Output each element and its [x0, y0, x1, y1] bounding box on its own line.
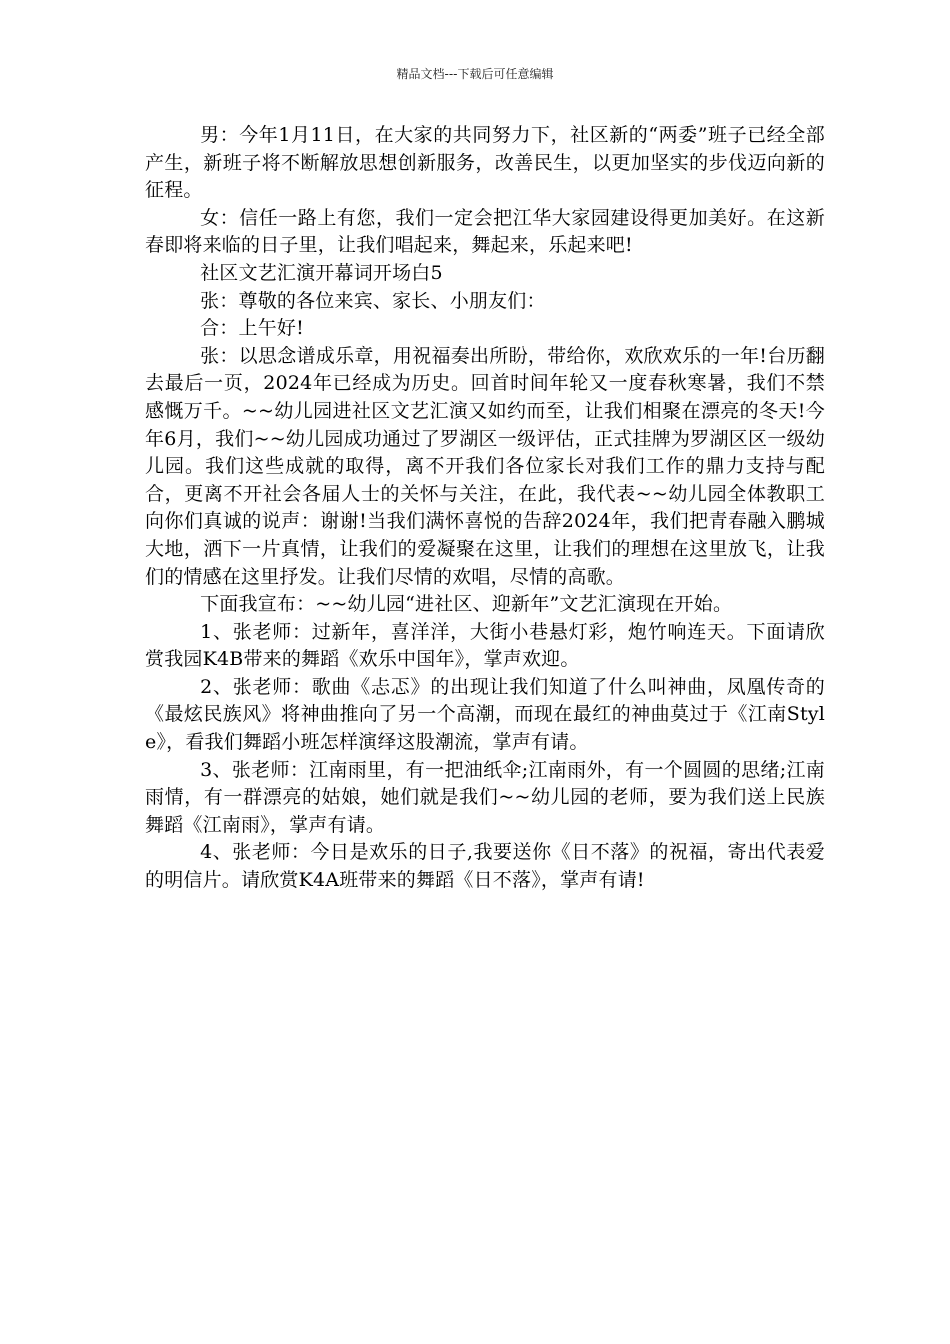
- paragraph-opening-speech: 张：以思念谱成乐章，用祝福奏出所盼，带给你，欢欣欢乐的一年!台历翻去最后一页，2024年已经成为历史。回首时间年轮又一度春秋寒暑，我们不禁感慨万千。~~幼儿园进社区文艺汇演又如约而至，让我们相聚在漂亮的冬天!今年6月，我们~~幼儿园成功通过了罗湖区一级评估，正式挂牌为罗湖区区一级幼儿园。我们这些成就的取得，离不开我们各位家长对我们工作的鼎力支持与配合，更离不开社会各届人士的关怀与关注，在此，我代表~~幼儿园全体教职工向你们真诚的说声：谢谢!当我们满怀喜悦的告辞2024年，我们把青春融入鹏城大地，洒下一片真情，让我们的爱凝聚在这里，让我们的理想在这里放飞，让我们的情感在这里抒发。让我们尽情的欢唱，尽情的高歌。: [145, 344, 825, 588]
- program-item-3: 3、张老师：江南雨里，有一把油纸伞;江南雨外，有一个圆圆的思绪;江南雨情，有一群漂亮的姑娘，她们就是我们~~幼儿园的老师，要为我们送上民族舞蹈《江南雨》，掌声有请。: [145, 758, 825, 836]
- program-item-1: 1、张老师：过新年，喜洋洋，大街小巷悬灯彩，炮竹响连天。下面请欣赏我园K4B带来的舞蹈《欢乐中国年》，掌声欢迎。: [145, 620, 825, 671]
- program-item-2: 2、张老师：歌曲《忐忑》的出现让我们知道了什么叫神曲，凤凰传奇的《最炫民族风》将神曲推向了另一个高潮，而现在最红的神曲莫过于《江南Style》，看我们舞蹈小班怎样演绎这股潮流，掌声有请。: [145, 675, 825, 754]
- paragraph-male-speech: 男：今年1月11日，在大家的共同努力下，社区新的“两委”班子已经全部产生，新班子将不断解放思想创新服务，改善民生，以更加坚实的步伐迈向新的征程。: [145, 124, 825, 202]
- page-header: 精品文档---下载后可任意编辑: [396, 67, 554, 81]
- paragraph-greeting: 张：尊敬的各位来宾、家长、小朋友们：: [200, 289, 546, 312]
- document-body: [145, 122, 825, 895]
- paragraph-female-speech: 女：信任一路上有您，我们一定会把江华大家园建设得更加美好。在这新春即将来临的日子里，让我们唱起来，舞起来，乐起来吧!: [145, 206, 825, 257]
- section-title: 社区文艺汇演开幕词开场白5: [200, 261, 443, 284]
- program-item-4: 4、张老师：今日是欢乐的日子,我要送你《日不落》的祝福，寄出代表爱的明信片。请欣赏K4A班带来的舞蹈《日不落》，掌声有请!: [145, 841, 825, 892]
- paragraph-announcement: 下面我宣布：~~幼儿园“进社区、迎新年”文艺汇演现在开始。: [200, 593, 733, 616]
- paragraph-together: 合：上午好!: [200, 317, 304, 340]
